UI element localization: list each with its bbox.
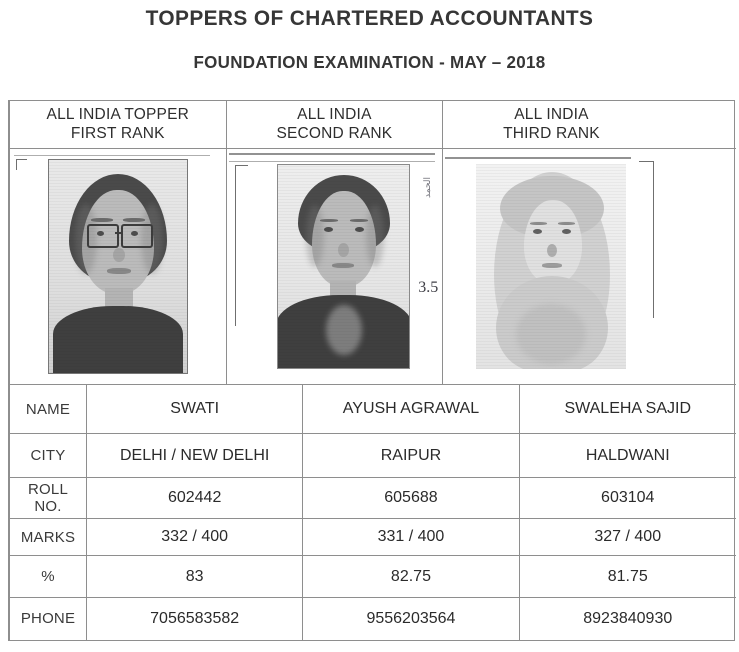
row-label-phone: PHONE	[10, 598, 87, 640]
handwriting-vertical-note: الحمد	[421, 176, 432, 198]
cell-city-first: DELHI / NEW DELHI	[87, 434, 303, 477]
cell-marks-third: 327 / 400	[594, 528, 662, 546]
cell-marks-first: 332 / 400	[87, 519, 303, 555]
cell-roll-no-first: 602442	[87, 478, 303, 518]
row-label-roll-no-line1: ROLL	[28, 481, 68, 498]
column-header-line1: ALL INDIA	[297, 105, 372, 123]
table-grid	[10, 101, 736, 640]
photo-cell-second-rank	[227, 149, 444, 385]
table-row-city	[10, 434, 736, 478]
table-photo-row	[10, 149, 736, 386]
page-subtitle: FOUNDATION EXAMINATION - MAY – 2018	[193, 51, 546, 72]
table-row-roll-no	[10, 478, 736, 519]
photo-frame-second-rank	[233, 152, 437, 382]
cell-percent-first: 83	[87, 556, 303, 597]
cell-name-second: AYUSH AGRAWAL	[303, 385, 519, 433]
cell-marks-second: 331 / 400	[303, 519, 519, 555]
cell-name-first: SWATI	[87, 385, 303, 433]
column-header-first-rank	[10, 101, 227, 148]
column-header-line1: ALL INDIA	[514, 105, 589, 123]
cell-percent-third: 81.75	[607, 567, 648, 585]
cell-phone-first: 7056583582	[87, 598, 303, 640]
photo-cell-third-rank	[443, 149, 660, 385]
column-header-line2: SECOND RANK	[276, 125, 393, 143]
page-title: TOPPERS OF CHARTERED ACCOUNTANTS	[145, 6, 594, 30]
portrait-photo-first-rank	[48, 159, 188, 374]
row-label-roll-no-line2: NO.	[34, 498, 62, 516]
cell-city-third: HALDWANI	[585, 446, 670, 464]
portrait-photo-second-rank	[277, 164, 410, 369]
table-row-name	[10, 385, 736, 434]
cell-city-second: RAIPUR	[303, 434, 519, 477]
row-label-name: NAME	[10, 385, 87, 433]
photo-frame-third-rank	[449, 152, 654, 382]
cell-phone-third: 8923840930	[583, 610, 673, 628]
cell-phone-second: 9556203564	[303, 598, 519, 640]
row-label-marks: MARKS	[10, 519, 87, 555]
cell-name-third: SWALEHA SAJID	[564, 400, 692, 418]
photo-frame-first-rank	[16, 152, 220, 382]
column-header-line2: THIRD RANK	[503, 125, 600, 143]
title-block	[0, 0, 739, 73]
row-label-city: CITY	[10, 434, 87, 477]
handwriting-mark	[509, 149, 518, 150]
column-header-second-rank	[227, 101, 444, 148]
handwriting-mark	[313, 149, 332, 150]
photo-cell-first-rank	[10, 149, 227, 385]
cell-percent-second: 82.75	[303, 556, 519, 597]
table-row-percent	[10, 556, 736, 598]
table-row-phone	[10, 598, 736, 640]
portrait-photo-third-rank	[476, 164, 626, 369]
row-label-roll-no	[10, 478, 87, 518]
table-row-marks	[10, 519, 736, 556]
cell-roll-no-third: 603104	[601, 489, 655, 507]
table-header-row	[10, 101, 736, 149]
handwriting-number: 3.5	[418, 278, 439, 296]
column-header-line2: FIRST RANK	[70, 125, 165, 143]
cell-roll-no-second: 605688	[303, 478, 519, 518]
row-label-percent: %	[10, 556, 87, 597]
column-header-line1: ALL INDIA TOPPER	[46, 105, 190, 123]
column-header-third-rank	[443, 101, 660, 148]
toppers-table	[8, 100, 735, 641]
